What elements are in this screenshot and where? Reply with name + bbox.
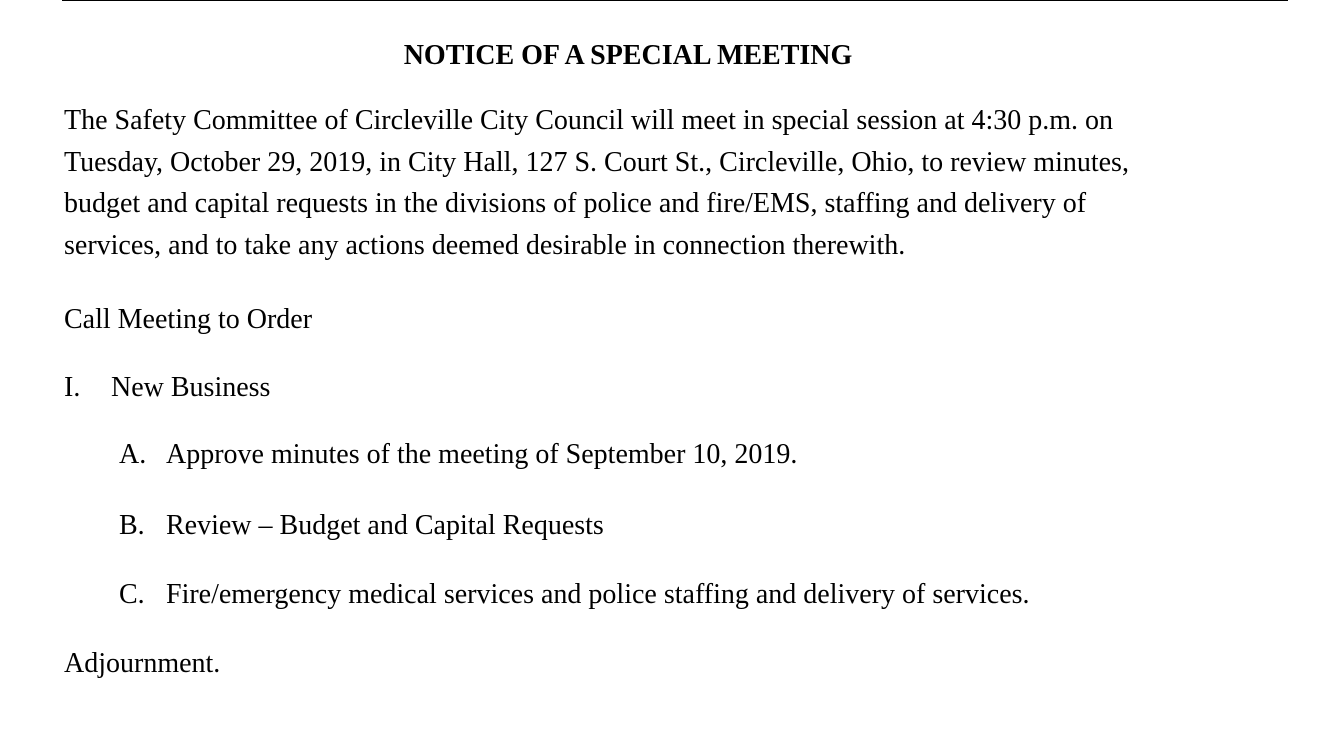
call-to-order: Call Meeting to Order (64, 304, 313, 335)
intro-line: The Safety Committee of Circleville City Council will meet in special session at 4:30 p.m. on (64, 105, 1114, 136)
agenda-item-letter: C. (119, 579, 145, 610)
agenda-item-text: Fire/emergency medical services and police staffing and delivery of services. (166, 579, 1030, 610)
intro-line: budget and capital requests in the divisions of police and fire/EMS, staffing and delivery of (64, 188, 1087, 219)
agenda-item-text: Approve minutes of the meeting of September 10, 2019. (166, 439, 798, 470)
agenda-item-letter: A. (119, 439, 147, 470)
section-number: I. (64, 372, 81, 403)
agenda-item-letter: B. (119, 510, 145, 541)
intro-line: services, and to take any actions deemed desirable in connection therewith. (64, 229, 906, 261)
agenda-item-text: Review – Budget and Capital Requests (166, 510, 604, 541)
adjournment: Adjournment. (64, 648, 221, 679)
intro-line: Tuesday, October 29, 2019, in City Hall, 127 S. Court St., Circleville, Ohio, to review minutes, (64, 146, 1129, 178)
section-label: New Business (111, 372, 271, 403)
intro-paragraph (64, 100, 1279, 266)
notice-title: NOTICE OF A SPECIAL MEETING (403, 40, 853, 71)
top-rule (62, 0, 1288, 1)
